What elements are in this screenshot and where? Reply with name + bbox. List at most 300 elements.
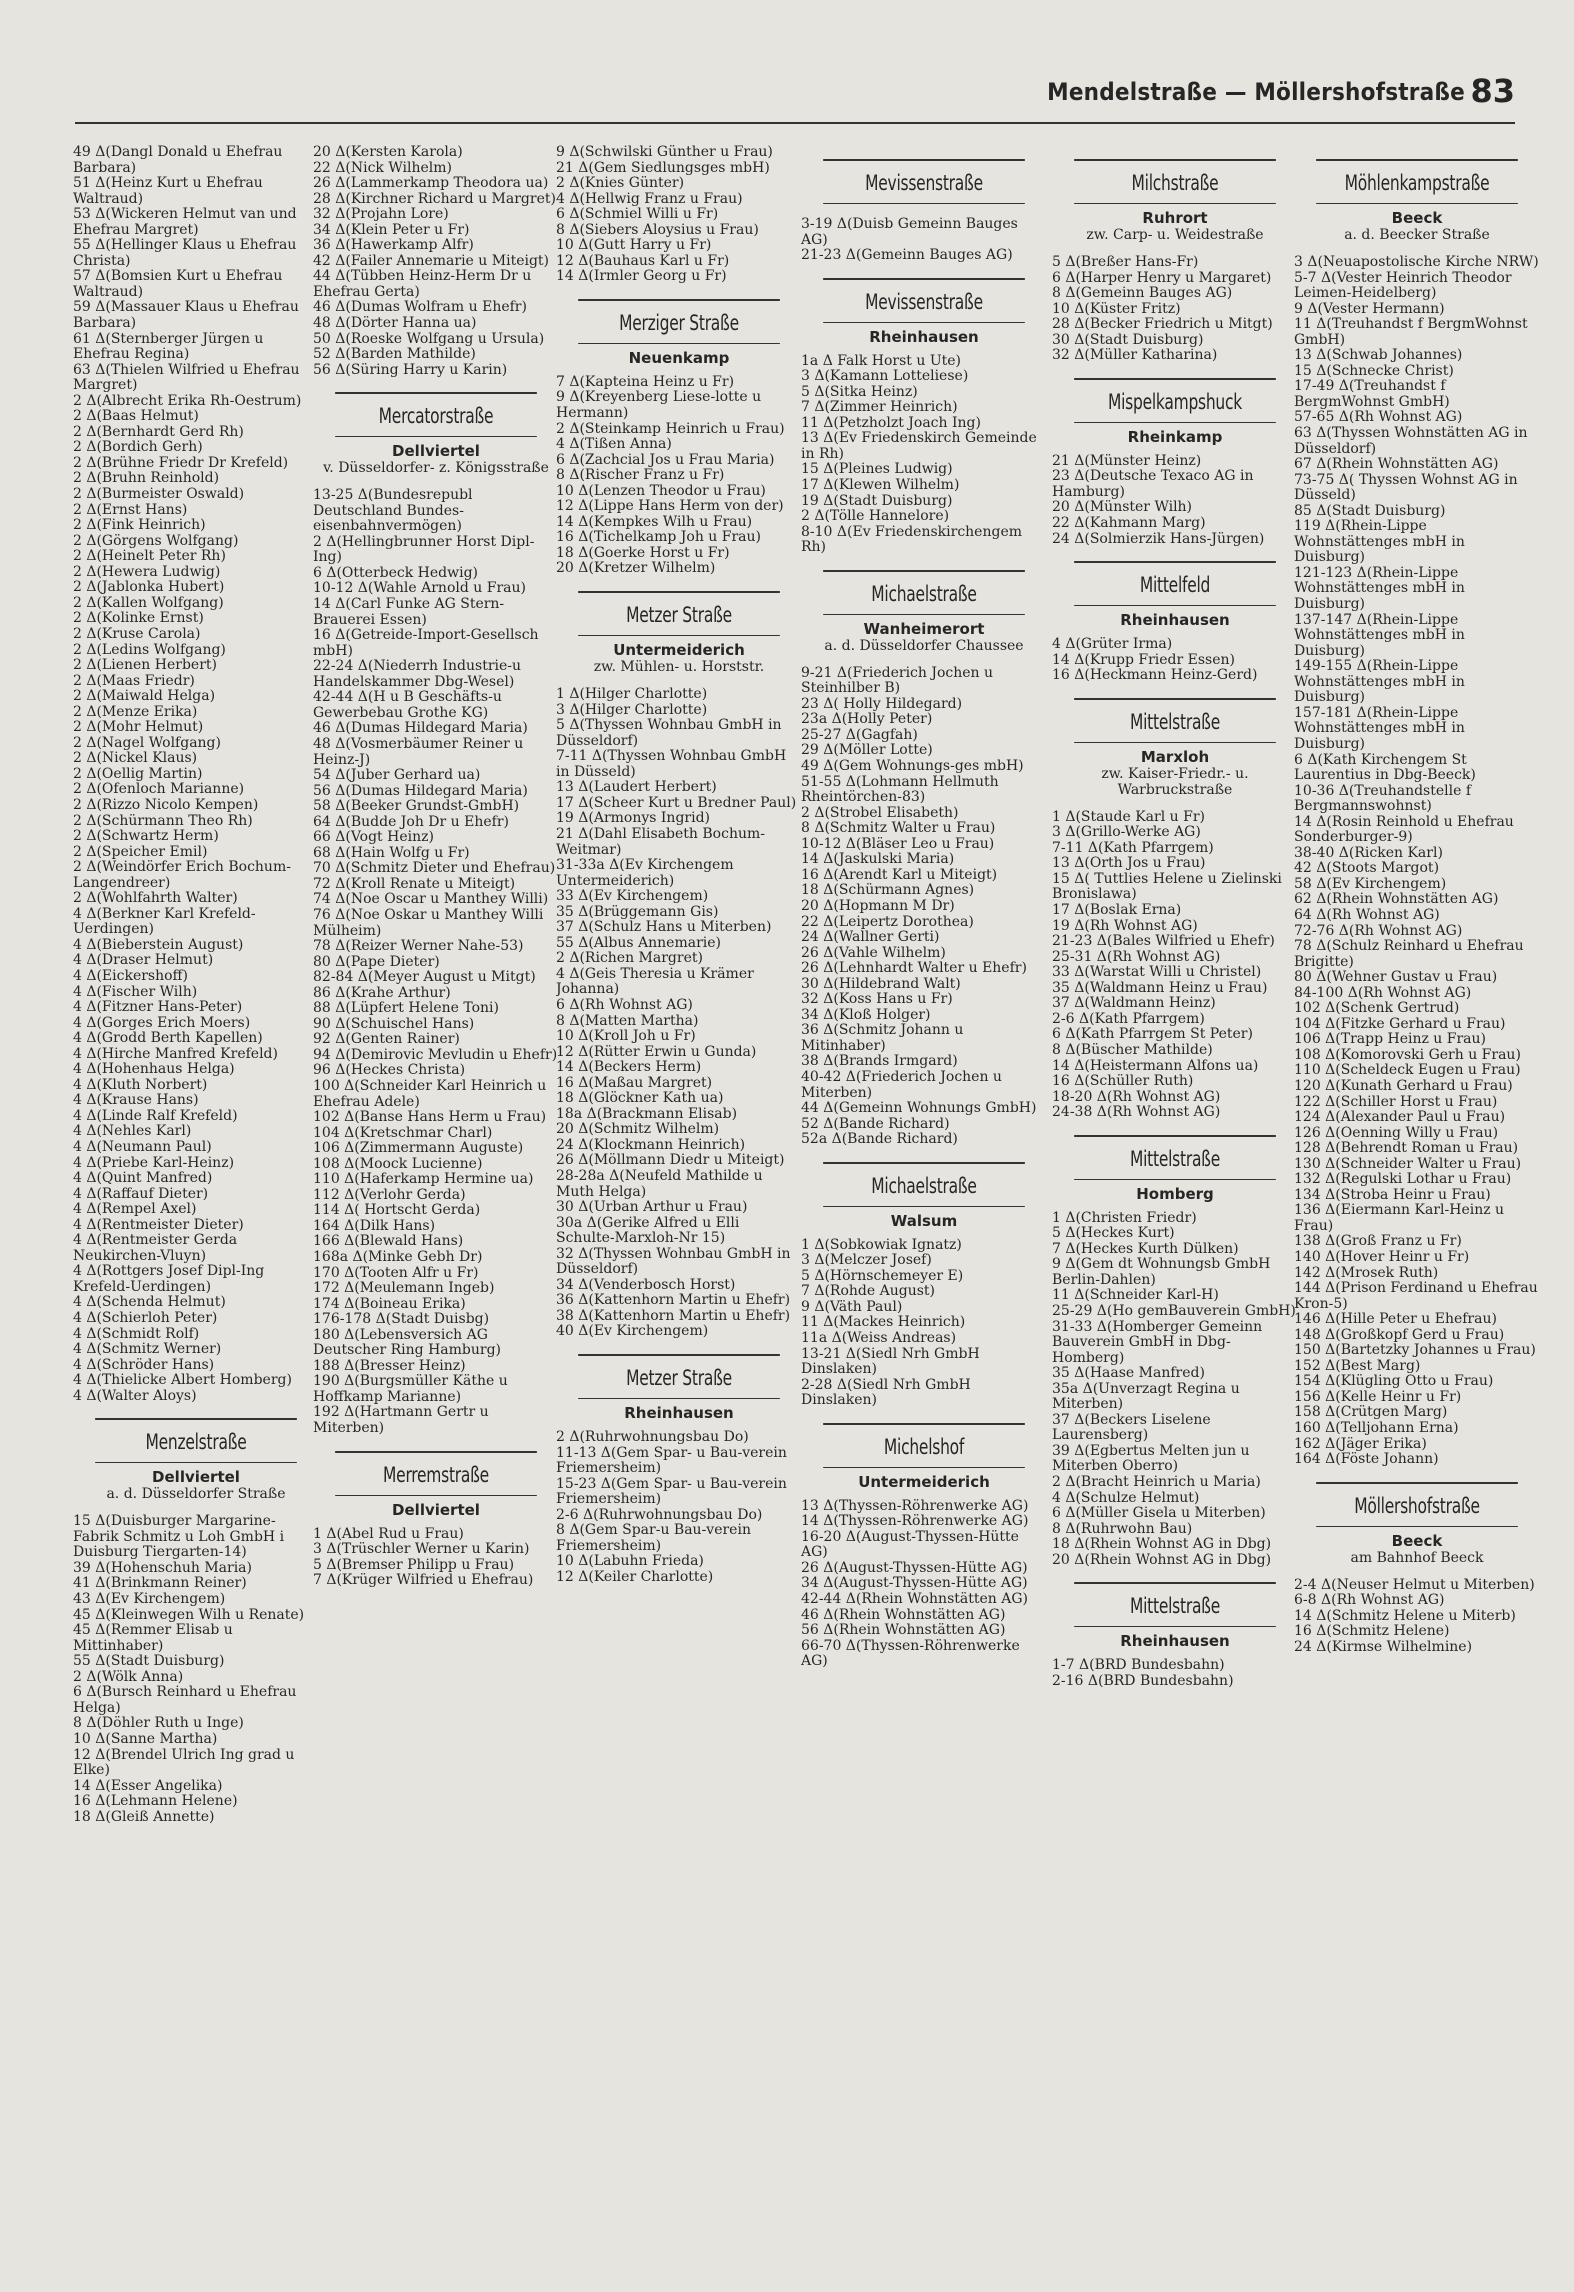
address-entry: 58 Δ(Beeker Grundst-GmbH) [313,798,520,815]
address-entry: 1a Δ Falk Horst u Ute) [801,352,962,369]
address-entry: 28 Δ(Kirchner Richard u Margret) [313,190,556,207]
address-entry: 7 Δ(Heckes Kurth Dülken) [1052,1240,1239,1257]
street-range-note: zw. Mühlen- u. Horststr. [593,659,765,676]
address-entry: 70 Δ(Schmitz Dieter und Ehefrau) [313,860,556,877]
street-heading: Mevissenstraße [823,159,1025,204]
address-entry: 144 Δ(Prison Ferdinand u Ehefrau Kron-5) [1294,1280,1538,1312]
address-entry: 2 Δ(Weindörfer Erich Bochum-Langendreer) [73,859,291,891]
street-heading: Michaelstraße [823,570,1025,615]
street-heading: Menzelstraße [95,1418,297,1463]
street-block [313,1451,559,1589]
address-entry: 4 Δ(Schenda Helmut) [73,1294,226,1311]
address-entry: 2 Δ(Maiwald Helga) [73,688,216,705]
address-entry: 2 Δ(Speicher Emil) [73,843,208,860]
address-entry: 23a Δ(Holly Peter) [801,711,933,728]
address-entry: 102 Δ(Banse Hans Herm u Frau) [313,1109,547,1126]
address-entry: 10-12 Δ(Wahle Arnold u Frau) [313,580,526,597]
address-entry: 24 Δ(Kirmse Wilhelmine) [1294,1638,1473,1655]
district-label: Wanheimerort [863,619,985,638]
address-entry: 2 Δ(Heinelt Peter Rh) [73,548,226,565]
address-entry: 42-44 Δ(Rhein Wohnstätten AG) [801,1591,1028,1607]
address-entry: 39 Δ(Hohenschuh Maria) [73,1559,252,1576]
address-entry: 100 Δ(Schneider Karl Heinrich u Ehefrau Adele) [313,1077,547,1110]
street-block [556,591,802,1340]
address-entry: 149-155 Δ(Rhein-Lippe Wohnstättenges mbH in Duisburg) [1294,658,1465,706]
address-entry: 85 Δ(Stadt Duisburg) [1294,502,1446,519]
address-entry: 96 Δ(Heckes Christa) [313,1062,466,1079]
address-entry: 8 Δ(Siebers Aloysius u Frau) [556,221,759,238]
address-entry: 20 Δ(Schmitz Wilhelm) [556,1121,720,1138]
address-entry: 20 Δ(Rhein Wohnst AG in Dbg) [1052,1551,1272,1568]
address-entry: 4 Δ(Gorges Erich Moers) [73,1014,251,1031]
address-entry: 42-44 Δ(H u B Geschäfts-u Gewerbebau Grothe KG) [313,689,502,721]
address-entry: 4 Δ(Grodd Berth Kapellen) [73,1030,263,1047]
address-entry: 12 Δ(Rütter Erwin u Gunda) [556,1043,757,1060]
address-entry: 2-4 Δ(Neuser Helmut u Miterben) [1294,1576,1535,1593]
address-entry: 54 Δ(Juber Gerhard ua) [313,767,481,784]
address-entry: 7 Δ(Krüger Wilfried u Ehefrau) [313,1572,534,1589]
address-entry: 32 Δ(Thyssen Wohnbau GmbH in Düsseldorf) [556,1245,791,1278]
address-entry: 76 Δ(Noe Oskar u Manthey Willi Mülheim) [313,906,544,939]
address-entry: 26 Δ(Vahle Wilhelm) [801,944,946,961]
street-block [1052,1582,1298,1689]
address-entry: 8 Δ(Rischer Franz u Fr) [556,467,725,484]
address-entry: 174 Δ(Boineau Erika) [313,1295,466,1312]
address-entry: 30 Δ(Stadt Duisburg) [1052,331,1204,348]
address-entry: 23 Δ( Holly Hildegard) [801,695,963,712]
address-entry: 5 Δ(Heckes Kurt) [1052,1225,1175,1242]
address-entry: 160 Δ(Telljohann Erna) [1294,1420,1459,1437]
address-entry: 16 Δ(Tichelkamp Joh u Frau) [556,529,761,546]
street-heading: Mevissenstraße [823,278,1025,323]
address-entry: 14 Δ(Heistermann Alfons ua) [1052,1057,1259,1074]
address-entry: 14 Δ(Krupp Friedr Essen) [1052,651,1236,668]
address-entry: 28 Δ(Becker Friedrich u Mitgt) [1052,316,1273,333]
address-entry: 58 Δ(Ev Kirchengem) [1294,875,1447,892]
street-heading: Michelshof [823,1423,1025,1468]
district-label: Rheinhausen [869,327,979,346]
address-entry: 26 Δ(Möllmann Diedr u Miteigt) [556,1152,785,1169]
address-entry: 63 Δ(Thielen Wilfried u Ehefrau Margret) [73,361,300,394]
address-entry: 35 Δ(Waldmann Heinz u Frau) [1052,979,1268,996]
address-entry: 34 Δ(Klein Peter u Fr) [313,221,470,238]
address-entry: 8 Δ(Gem Spar-u Bau-verein Friemersheim) [556,1522,751,1554]
address-entry: 162 Δ(Jäger Erika) [1294,1435,1427,1452]
address-entry: 3 Δ(Grillo-Werke AG) [1052,824,1201,841]
street-block [556,1354,802,1585]
district-label: Beeck [1391,1531,1443,1550]
address-entry: 128 Δ(Behrendt Roman u Frau) [1294,1140,1519,1157]
address-entry: 5 Δ(Sitka Heinz) [801,383,918,400]
address-entry: 10-12 Δ(Bläser Leo u Frau) [801,835,995,852]
address-entry: 30 Δ(Hildebrand Walt) [801,975,961,992]
street-block [801,1162,1047,1409]
address-entry: 18a Δ(Brackmann Elisab) [556,1105,738,1122]
address-entry: 90 Δ(Schuischel Hans) [313,1015,475,1032]
district-label: Untermeiderich [613,641,745,660]
address-entry: 56 Δ(Rhein Wohnstätten AG) [801,1622,1006,1639]
address-entry: 6 Δ(Müller Gisela u Miterben) [1052,1505,1266,1522]
street-heading: Mercatorstraße [335,392,537,437]
district-label: Neuenkamp [628,348,730,367]
address-entry: 24 Δ(Solmierzik Hans-Jürgen) [1052,530,1265,547]
address-entry: 55 Δ(Albus Annemarie) [556,934,722,951]
street-block [1052,159,1298,364]
address-entry: 3 Δ(Neuapostolische Kirche NRW) [1294,254,1539,270]
address-entry: 4 Δ(Priebe Karl-Heinz) [73,1154,235,1171]
address-entry: 64 Δ(Rh Wohnst AG) [1294,906,1440,923]
street-heading: Mittelfeld [1074,561,1276,606]
address-entry: 5-7 Δ(Vester Heinrich Theodor Leimen-Heidelberg) [1294,269,1512,302]
address-entry: 124 Δ(Alexander Paul u Frau) [1294,1109,1506,1126]
address-entry: 5 Δ(Hörnschemeyer E) [801,1267,964,1284]
directory-column-6 [1294,145,1540,2285]
address-entry: 52 Δ(Bande Richard) [801,1115,950,1132]
street-heading: Mittelstraße [1074,1582,1276,1627]
address-entry: 13 Δ(Schwab Johannes) [1294,347,1463,364]
street-block [801,159,1047,264]
address-entry: 2 Δ(Albrecht Erika Rh-Oestrum) [73,392,302,409]
address-entry: 41 Δ(Brinkmann Reiner) [73,1575,247,1592]
address-entry: 102 Δ(Schenk Gertrud) [1294,1000,1460,1017]
address-entry: 166 Δ(Blewald Hans) [313,1233,464,1250]
address-entry: 2 Δ(Steinkamp Heinrich u Frau) [556,420,785,437]
address-entry: 42 Δ(Failer Annemarie u Miteigt) [313,252,550,269]
address-entry: 17 Δ(Klewen Wilhelm) [801,477,960,494]
district-label: Dellviertel [152,1468,240,1487]
address-entry: 2 Δ(Fink Heinrich) [73,517,206,534]
address-entry: 43 Δ(Ev Kirchengem) [73,1591,226,1608]
address-entry: 2-16 Δ(BRD Bundesbahn) [1052,1672,1234,1689]
address-entry: 55 Δ(Stadt Duisburg) [73,1653,225,1670]
district-label: Rheinhausen [624,1404,734,1422]
address-entry: 15 Δ(Schnecke Christ) [1294,362,1454,379]
address-entry: 164 Δ(Föste Johann) [1294,1451,1439,1468]
address-entry: 56 Δ(Dumas Hildegard Maria) [313,782,528,799]
address-entry: 14 Δ(Irmler Georg u Fr) [556,268,727,285]
address-entry: 4 Δ(Rentmeister Gerda Neukirchen-Vluyn) [73,1232,238,1264]
address-entry: 146 Δ(Hille Peter u Ehefrau) [1294,1311,1497,1328]
address-entry: 154 Δ(Klügling Otto u Frau) [1294,1373,1494,1390]
address-entry: 132 Δ(Regulski Lothar u Frau) [1294,1171,1512,1188]
address-entry: 156 Δ(Kelle Heinr u Fr) [1294,1388,1462,1405]
address-entry: 2 Δ(Bracht Heinrich u Maria) [1052,1473,1261,1490]
address-entry: 2-28 Δ(Siedl Nrh GmbH Dinslaken) [801,1376,971,1409]
address-entry: 10 Δ(Labuhn Frieda) [556,1553,704,1570]
address-entry: 38 Δ(Brands Irmgard) [801,1053,958,1070]
address-entry: 3 Δ(Kamann Lotteliese) [801,368,969,385]
address-entry: 10 Δ(Gutt Harry u Fr) [556,237,712,254]
address-entry: 4 Δ(Walter Aloys) [73,1387,197,1404]
address-entry: 106 Δ(Trapp Heinz u Frau) [1294,1031,1487,1048]
page-header [75,70,1515,124]
address-entry: 16 Δ(Arendt Karl u Miteigt) [801,866,998,883]
directory-column-5 [1052,145,1298,2285]
address-entry: 11a Δ(Weiss Andreas) [801,1329,957,1346]
address-entry: 140 Δ(Hover Heinr u Fr) [1294,1249,1470,1265]
address-entry: 3-19 Δ(Duisb Gemeinn Bauges AG) [801,216,1018,248]
address-entry: 64 Δ(Budde Joh Dr u Ehefr) [313,813,509,830]
address-entry: 2 Δ(Maas Friedr) [73,672,195,689]
address-entry: 18-20 Δ(Rh Wohnst AG) [1052,1088,1221,1105]
street-block [556,299,802,577]
address-entry: 7 Δ(Kapteina Heinz u Fr) [556,373,735,390]
address-entry: 2 Δ(Richen Margret) [556,950,703,967]
address-entry: 13-21 Δ(Siedl Nrh GmbH Dinslaken) [801,1345,980,1378]
address-entry: 73-75 Δ( Thyssen Wohnst AG in Düsseld) [1294,471,1518,504]
address-entry: 2 Δ(Menze Erika) [73,703,198,720]
address-entry: 1 Δ(Christen Friedr) [1052,1209,1197,1226]
address-entry: 21-23 Δ(Gemeinn Bauges AG) [801,247,1013,264]
address-entry: 121-123 Δ(Rhein-Lippe Wohnstättenges mbH in Duisburg) [1294,564,1465,613]
address-entry: 66-70 Δ(Thyssen-Röhrenwerke AG) [801,1637,1020,1670]
address-entry: 42 Δ(Stoots Margot) [1294,860,1440,877]
street-range-note: a. d. Düsseldorfer Chaussee [824,637,1024,654]
address-entry: 148 Δ(Großkopf Gerd u Frau) [1294,1326,1505,1343]
address-entry: 2 Δ(Ledins Wolfgang) [73,641,226,658]
district-label: Homberg [1136,1184,1214,1203]
address-entry: 4 Δ(Hirche Manfred Krefeld) [73,1045,278,1062]
address-entry: 14 Δ(Jaskulski Maria) [801,851,955,868]
address-entry: 6 Δ(Kath Kirchengem St Laurentius in Dbg-Beeck) [1294,751,1476,784]
address-entry: 4 Δ(Fischer Wilh) [73,983,198,1000]
address-entry: 49 Δ(Gem Wohnungs-ges mbH) [801,758,1024,775]
address-entry: 192 Δ(Hartmann Gertr u Miterben) [313,1404,489,1437]
address-entry: 35 Δ(Haase Manfred) [1052,1365,1205,1382]
address-entry: 104 Δ(Kretschmar Charl) [313,1124,493,1141]
address-entry: 8 Δ(Schmitz Walter u Frau) [801,820,996,837]
address-entry: 38-40 Δ(Ricken Karl) [1294,844,1443,861]
district-label: Rheinhausen [1120,1632,1230,1651]
address-entry: 20 Δ(Münster Wilh) [1052,499,1193,516]
address-entry: 40 Δ(Ev Kirchengem) [556,1323,709,1340]
address-entry: 14 Δ(Kempkes Wilh u Frau) [556,513,753,530]
directory-column-4 [801,145,1047,2285]
street-block [73,145,319,1404]
address-entry: 136 Δ(Eiermann Karl-Heinz u Frau) [1294,1202,1505,1234]
address-entry: 72-76 Δ(Rh Wohnst AG) [1294,922,1463,939]
address-entry: 7 Δ(Zimmer Heinrich) [801,399,958,416]
address-entry: 4 Δ(Hohenhaus Helga) [73,1061,235,1078]
directory-column-1 [73,145,319,2285]
address-entry: 3 Δ(Hilger Charlotte) [556,701,708,718]
address-entry: 2-6 Δ(Kath Pfarrgem) [1052,1010,1205,1027]
address-entry: 16 Δ(Schüller Ruth) [1052,1073,1194,1090]
address-entry: 2 Δ(Lienen Herbert) [73,657,217,674]
address-entry: 152 Δ(Best Marg) [1294,1357,1421,1374]
address-entry: 21 Δ(Dahl Elisabeth Bochum-Weitmar) [556,825,765,858]
street-heading: Mispelkampshuck [1074,378,1276,423]
address-entry: 19 Δ(Armonys Ingrid) [556,810,711,827]
address-entry: 45 Δ(Kleinwegen Wilh u Renate) [73,1606,305,1623]
address-entry: 21-23 Δ(Bales Wilfried u Ehefr) [1052,933,1275,950]
address-entry: 4 Δ(Quint Manfred) [73,1170,213,1187]
street-block [1052,1135,1298,1569]
address-entry: 112 Δ(Verlohr Gerda) [313,1186,466,1203]
address-entry: 4 Δ(Geis Theresia u Krämer Johanna) [556,965,754,998]
address-entry: 164 Δ(Dilk Hans) [313,1217,436,1234]
address-entry: 137-147 Δ(Rhein-Lippe Wohnstättenges mbH in Duisburg) [1294,611,1465,659]
address-entry: 2 Δ(Knies Günter) [556,175,685,192]
address-entry: 7-11 Δ(Thyssen Wohnbau GmbH in Düsseld) [556,748,787,780]
address-entry: 44 Δ(Tübben Heinz-Herm Dr u Ehefrau Gerta) [313,268,532,300]
address-entry: 13-25 Δ(Bundesrepubl Deutschland Bundes-eisenbahnvermögen) [313,487,473,535]
address-entry: 92 Δ(Genten Rainer) [313,1031,460,1048]
address-entry: 36 Δ(Kattenhorn Martin u Ehefr) [556,1292,791,1309]
address-entry: 122 Δ(Schiller Horst u Frau) [1294,1093,1498,1110]
address-entry: 170 Δ(Tooten Alfr u Fr) [313,1264,479,1281]
address-entry: 12 Δ(Brendel Ulrich Ing grad u Elke) [73,1746,295,1779]
address-entry: 157-181 Δ(Rhein-Lippe Wohnstättenges mbH in Duisburg) [1294,704,1465,752]
address-entry: 4 Δ(Schröder Hans) [73,1356,215,1373]
address-entry: 2 Δ(Rizzo Nicolo Kempen) [73,796,259,813]
address-entry: 2 Δ(Nagel Wolfgang) [73,734,221,751]
district-label: Walsum [890,1211,958,1230]
address-entry: 7-11 Δ(Kath Pfarrgem) [1052,839,1214,856]
address-entry: 55 Δ(Hellinger Klaus u Ehefrau Christa) [73,237,297,269]
address-entry: 22 Δ(Kahmann Marg) [1052,515,1206,532]
address-entry: 74 Δ(Noe Oscar u Manthey Willi) [313,891,549,908]
district-label: Ruhrort [1142,209,1208,227]
address-entry: 2 Δ(Schürmann Theo Rh) [73,812,253,829]
address-entry: 16 Δ(Lehmann Helene) [73,1793,238,1810]
address-entry: 180 Δ(Lebensversich AG Deutscher Ring Hamburg) [313,1326,501,1359]
address-entry: 8 Δ(Gemeinn Bauges AG) [1052,285,1233,302]
address-entry: 11-13 Δ(Gem Spar- u Bau-verein Friemersheim) [556,1444,787,1477]
address-entry: 3 Δ(Trüschler Werner u Karin) [313,1541,530,1558]
address-entry: 2 Δ(Mohr Helmut) [73,719,204,736]
street-block [313,392,559,1436]
address-entry: 4 Δ(Bieberstein August) [73,936,244,953]
address-entry: 2 Δ(Kolinke Ernst) [73,610,204,627]
address-entry: 4 Δ(Rempel Axel) [73,1201,197,1218]
address-entry: 2 Δ(Schwartz Herm) [73,828,219,845]
address-entry: 78 Δ(Schulz Reinhard u Ehefrau Brigitte) [1294,938,1524,970]
address-entry: 9 Δ(Väth Paul) [801,1298,903,1315]
address-entry: 67 Δ(Rhein Wohnstätten AG) [1294,456,1499,473]
address-entry: 4 Δ(Fitzner Hans-Peter) [73,999,243,1016]
address-entry: 13 Δ(Thyssen-Röhrenwerke AG) [801,1497,1029,1514]
address-entry: 108 Δ(Komorovski Gerh u Frau) [1294,1046,1521,1063]
address-entry: 56 Δ(Süring Harry u Karin) [313,361,508,378]
address-entry: 50 Δ(Roeske Wolfgang u Ursula) [313,330,545,347]
address-entry: 25-27 Δ(Gagfah) [801,726,918,743]
address-entry: 44 Δ(Gemeinn Wohnungs GmbH) [801,1100,1037,1117]
address-entry: 66 Δ(Vogt Heinz) [313,829,434,846]
address-entry: 5 Δ(Thyssen Wohnbau GmbH in Düsseldorf) [556,717,782,749]
address-entry: 2 Δ(Jablonka Hubert) [73,579,225,596]
address-entry: 72 Δ(Kroll Renate u Miteigt) [313,875,516,892]
address-entry: 48 Δ(Dörter Hanna ua) [313,315,477,332]
address-entry: 62 Δ(Rhein Wohnstätten AG) [1294,891,1499,908]
address-entry: 36 Δ(Schmitz Johann u Mitinhaber) [801,1022,964,1054]
address-entry: 4 Δ(Schierloh Peter) [73,1310,218,1327]
address-entry: 104 Δ(Fitzke Gerhard u Frau) [1294,1015,1506,1032]
address-entry: 6 Δ(Otterbeck Hedwig) [313,564,478,581]
address-entry: 86 Δ(Krahe Arthur) [313,984,451,1001]
address-entry: 14 Δ(Rosin Reinhold u Ehefrau Sonderburger-9) [1294,813,1514,846]
address-entry: 33 Δ(Warstat Willi u Christel) [1052,964,1262,981]
address-entry: 126 Δ(Oenning Willy u Frau) [1294,1124,1499,1141]
address-entry: 3 Δ(Melczer Josef) [801,1252,932,1269]
district-label: Dellviertel [392,1500,480,1519]
address-entry: 2 Δ(Ofenloch Marianne) [73,781,245,798]
address-entry: 1-7 Δ(BRD Bundesbahn) [1052,1657,1225,1674]
address-entry: 80 Δ(Wehner Gustav u Frau) [1294,969,1498,986]
address-entry: 13 Δ(Orth Jos u Frau) [1052,855,1206,872]
address-entry: 26 Δ(Lehnhardt Walter u Ehefr) [801,960,1027,977]
address-entry: 31-33 Δ(Homberger Gemeinn Bauverein GmbH in Dbg-Homberg) [1052,1318,1263,1366]
address-entry: 188 Δ(Bresser Heinz) [313,1357,466,1374]
address-entry: 9 Δ(Schwilski Günther u Frau) [556,145,773,160]
address-entry: 10 Δ(Lenzen Theodor u Frau) [556,482,766,499]
street-range-note: v. Düsseldorfer- z. Königsstraße [323,460,549,477]
address-entry: 30 Δ(Urban Arthur u Frau) [556,1199,748,1216]
address-entry: 37 Δ(Beckers Liselene Laurensberg) [1052,1411,1211,1444]
address-entry: 4 Δ(Hellwig Franz u Frau) [556,190,743,207]
address-entry: 9 Δ(Gem dt Wohnungsb GmbH Berlin-Dahlen) [1052,1256,1271,1288]
address-entry: 18 Δ(Goerke Horst u Fr) [556,544,730,561]
address-entry: 34 Δ(Venderbosch Horst) [556,1276,736,1293]
street-block [801,278,1047,556]
address-entry: 4 Δ(Berkner Karl Krefeld-Uerdingen) [73,905,256,938]
address-entry: 2 Δ(Strobel Elisabeth) [801,804,959,821]
address-entry: 22 Δ(Leipertz Dorothea) [801,913,974,930]
district-label: Rheinkamp [1127,427,1223,446]
address-entry: 5 Δ(Bremser Philipp u Frau) [313,1556,515,1573]
directory-column-3 [556,145,802,2285]
address-entry: 22-24 Δ(Niederrh Industrie-u Handelskammer Dbg-Wesel) [313,658,522,690]
street-block [73,1418,319,1825]
district-label: Marxloh [1140,747,1210,766]
address-entry: 14 Δ(Beckers Herm) [556,1059,702,1076]
address-entry: 2 Δ(Brühne Friedr Dr Krefeld) [73,454,289,471]
address-entry: 10 Δ(Kroll Joh u Fr) [556,1028,696,1045]
street-block [801,1423,1047,1670]
address-entry: 4 Δ(Thielicke Albert Homberg) [73,1372,292,1389]
address-entry: 82-84 Δ(Meyer August u Mitgt) [313,969,536,986]
address-entry: 34 Δ(August-Thyssen-Hütte AG) [801,1575,1028,1592]
address-entry: 4 Δ(Eickershoff) [73,967,188,984]
street-heading: Mittelstraße [1074,698,1276,743]
address-entry: 68 Δ(Hain Wolfg u Fr) [313,844,470,861]
address-entry: 9 Δ(Kreyenberg Liese-lotte u Hermann) [556,389,762,422]
address-entry: 4 Δ(Rentmeister Dieter) [73,1216,244,1233]
address-entry: 19 Δ(Rh Wohnst AG) [1052,917,1198,934]
address-entry: 2 Δ(Oellig Martin) [73,765,203,782]
address-entry: 24 Δ(Klockmann Heinrich) [556,1136,746,1153]
address-entry: 45 Δ(Remmer Elisab u Mittinhaber) [73,1622,233,1654]
street-heading: Merziger Straße [578,299,780,344]
address-entry: 10 Δ(Sanne Martha) [73,1730,218,1747]
address-entry: 110 Δ(Haferkamp Hermine ua) [313,1171,534,1188]
address-entry: 16 Δ(Maßau Margret) [556,1074,713,1091]
address-entry: 4 Δ(Schmitz Werner) [73,1341,222,1358]
address-entry: 11 Δ(Mackes Heinrich) [801,1314,966,1331]
address-entry: 142 Δ(Mrosek Ruth) [1294,1264,1439,1281]
address-entry: 84-100 Δ(Rh Wohnst AG) [1294,984,1472,1001]
address-entry: 15-23 Δ(Gem Spar- u Bau-verein Friemersheim) [556,1475,787,1508]
address-entry: 4 Δ(Neumann Paul) [73,1139,212,1155]
address-entry: 8 Δ(Döhler Ruth u Inge) [73,1715,244,1732]
address-entry: 1 Δ(Abel Rud u Frau) [313,1525,464,1542]
address-entry: 10-36 Δ(Treuhandstelle f Bergmannswohnst) [1294,782,1472,815]
address-entry: 110 Δ(Scheldeck Eugen u Frau) [1294,1062,1521,1079]
address-entry: 6-8 Δ(Rh Wohnst AG) [1294,1592,1445,1609]
address-entry: 13 Δ(Ev Friedenskirch Gemeinde in Rh) [801,430,1037,462]
address-entry: 22 Δ(Nick Wilhelm) [313,159,452,176]
district-label: Beeck [1391,209,1443,227]
